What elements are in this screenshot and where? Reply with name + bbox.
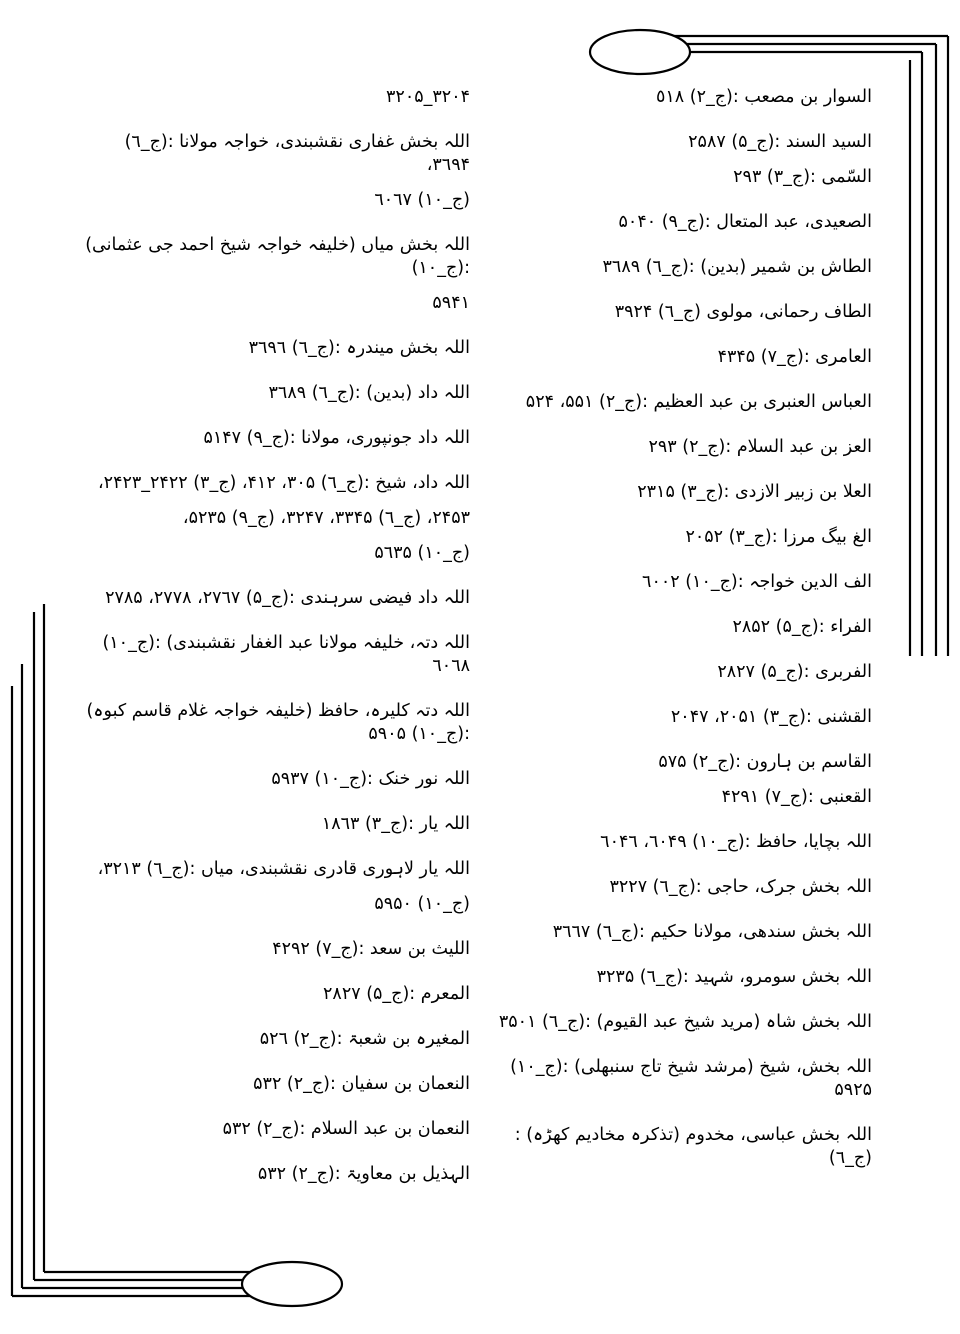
- index-entry: السّمی :(ج_٣) ٢٩٣: [733, 167, 872, 187]
- index-entry: النعمان بن عبد السلام :(ج_٢) ۵٣٢: [222, 1119, 470, 1139]
- index-entry: العباس العنبری بن عبد العظیم :(ج_٢) ۵۵١، ۵٢۴: [525, 392, 872, 412]
- index-entry: العلا بن زبیر الازدی :(ج_٣) ٢٣١۵: [637, 482, 872, 502]
- index-entry: اللہ یار لاہوری قادری نقشبندی، میاں :(ج_٦) ٣٢١٣،: [97, 859, 470, 879]
- index-entry: اللہ داد جونپوری، مولانا :(ج_٩) ۵١۴٧: [203, 428, 470, 448]
- index-entry: المغیرہ بن شعبۃ :(ج_٢) ۵٢٦: [259, 1029, 470, 1049]
- index-entry: القاسم بن ہارون :(ج_٢) ۵٧۵: [658, 752, 872, 772]
- index-entry: اللہ دتہ کلیرہ، حافظ (خلیفہ خواجہ غلام قاسم کبوہ) :(ج_١٠) ۵٩٠۵: [86, 701, 470, 744]
- index-entry: اللہ بخش سومرو، شہید :(ج_٦) ٣٢٣۵: [596, 967, 872, 987]
- index-entry: العز بن عبد السلام :(ج_٢) ٢٩٣: [648, 437, 872, 457]
- index-entry: اللہ داد، شیخ :(ج_٦) ٣٠۵، ۴١٢، (ج_٣) ٢۴٢٢_٢۴٢٣،: [98, 473, 470, 493]
- index-column-left: [82, 86, 470, 1208]
- index-entry: القشنی :(ج_٣) ٢٠۵١، ٢٠۴٧: [670, 707, 872, 727]
- index-entry: اللہ نور خنک :(ج_١٠) ۵٩٣٧: [271, 769, 470, 789]
- index-entry: الصعیدی، عبد المتعال :(ج_٩) ۵٠۴٠: [618, 212, 872, 232]
- index-entry: السوار بن مصعب :(ج_٢) ٥١٨: [656, 87, 872, 107]
- index-entry: الغ بیگ مرزا :(ج_٣) ٢٠۵٢: [685, 527, 872, 547]
- index-entry: الطاش بن شمیر (بدین) :(ج_٦) ٣٦٨٩: [602, 257, 872, 277]
- index-column-right: [480, 86, 872, 1192]
- index-entry-continuation: (ج_١٠) ۵٦٣۵: [374, 543, 470, 563]
- index-entry: الف الدین خواجہ :(ج_١٠) ٦٠٠٢: [642, 572, 872, 592]
- index-entry: اللہ بخش میندرہ :(ج_٦) ٣٦٩٦: [248, 338, 470, 358]
- index-entry: اللہ بخش عباسی، مخدوم (تذکرہ مخادیم کھڑہ) :(ج_٦): [514, 1125, 872, 1168]
- index-entry-continuation: ٣٢٠۴_٣٢٠۵: [386, 87, 470, 107]
- index-entry: اللہ داد (بدین) :(ج_٦) ٣٦٨٩: [268, 383, 470, 403]
- index-entry: اللہ بچایا، حافظ :(ج_١٠) ٦٠۴٩، ٦٠۴٦: [600, 832, 872, 852]
- index-entry-continuation: ٢۴۵٣، (ج_٦) ٣٣۴۵، ٣٢۴٧، (ج_٩) ۵٢٣۵،: [182, 508, 470, 528]
- index-entry: الفربری :(ج_۵) ٢٨٢٧: [717, 662, 872, 682]
- index-entry: المعرم :(ج_۵) ٢٨٢٧: [323, 984, 470, 1004]
- index-entry-continuation: ۵٩۴١: [432, 293, 470, 313]
- index-entry: الہذیل بن معاویۃ :(ج_٢) ۵٣٢: [257, 1164, 470, 1184]
- index-entry: السید السند :(ج_۵) ٢۵٨٧: [688, 132, 872, 152]
- index-entry: اللہ دتہ، خلیفہ مولانا عبد الغفار نقشبندی) :(ج_١٠) ٦٠٦٨: [102, 633, 470, 676]
- index-entry: اللیث بن سعد :(ج_٧) ۴٢٩٢: [272, 939, 470, 959]
- index-entry: الطاف رحمانی، مولوی (ج_٦) ٣٩٢۴: [614, 302, 872, 322]
- index-entry: النعمان بن سفیان :(ج_٢) ۵٣٢: [253, 1074, 470, 1094]
- index-entry: اللہ بخش غفاری نقشبندی، خواجہ مولانا :(ج_٦) ٣٦٩۴،: [124, 132, 470, 175]
- index-entry: اللہ داد فیضی سرہندی :(ج_۵) ٢٧٦٧، ٢٧٧٨، ٢٧٨۵: [105, 588, 470, 608]
- index-entry: اللہ بخش شاہ (مرید شیخ عبد القیوم) :(ج_٦) ٣۵٠١: [498, 1012, 872, 1032]
- index-entry-continuation: (ج_١٠) ٦٠٦٧: [374, 190, 470, 210]
- index-entry: اللہ بخش سندھی، مولانا حکیم :(ج_٦) ٣٦٦٧: [552, 922, 872, 942]
- index-entry: اللہ بخش میاں (خلیفہ خواجہ شیخ احمد جی عثمانی) :(ج_١٠): [85, 235, 470, 278]
- index-entry: العامری :(ج_٧) ۴٣۴۵: [717, 347, 872, 367]
- index-entry: اللہ بخش، شیخ (مرشد شیخ تاج سنبھلی) :(ج_١٠) ۵٩٢۵: [510, 1057, 872, 1100]
- index-entry: الفراء :(ج_۵) ٢٨۵٢: [732, 617, 872, 637]
- index-entry: اللہ یار :(ج_٣) ١٨٦٣: [321, 814, 470, 834]
- index-entry-continuation: (ج_١٠) ۵٩۵٠: [374, 894, 470, 914]
- index-entry: القعنبی :(ج_٧) ۴٢٩١: [721, 787, 872, 807]
- index-entry: اللہ بخش جرک، حاجی :(ج_٦) ٣٢٢٧: [609, 877, 872, 897]
